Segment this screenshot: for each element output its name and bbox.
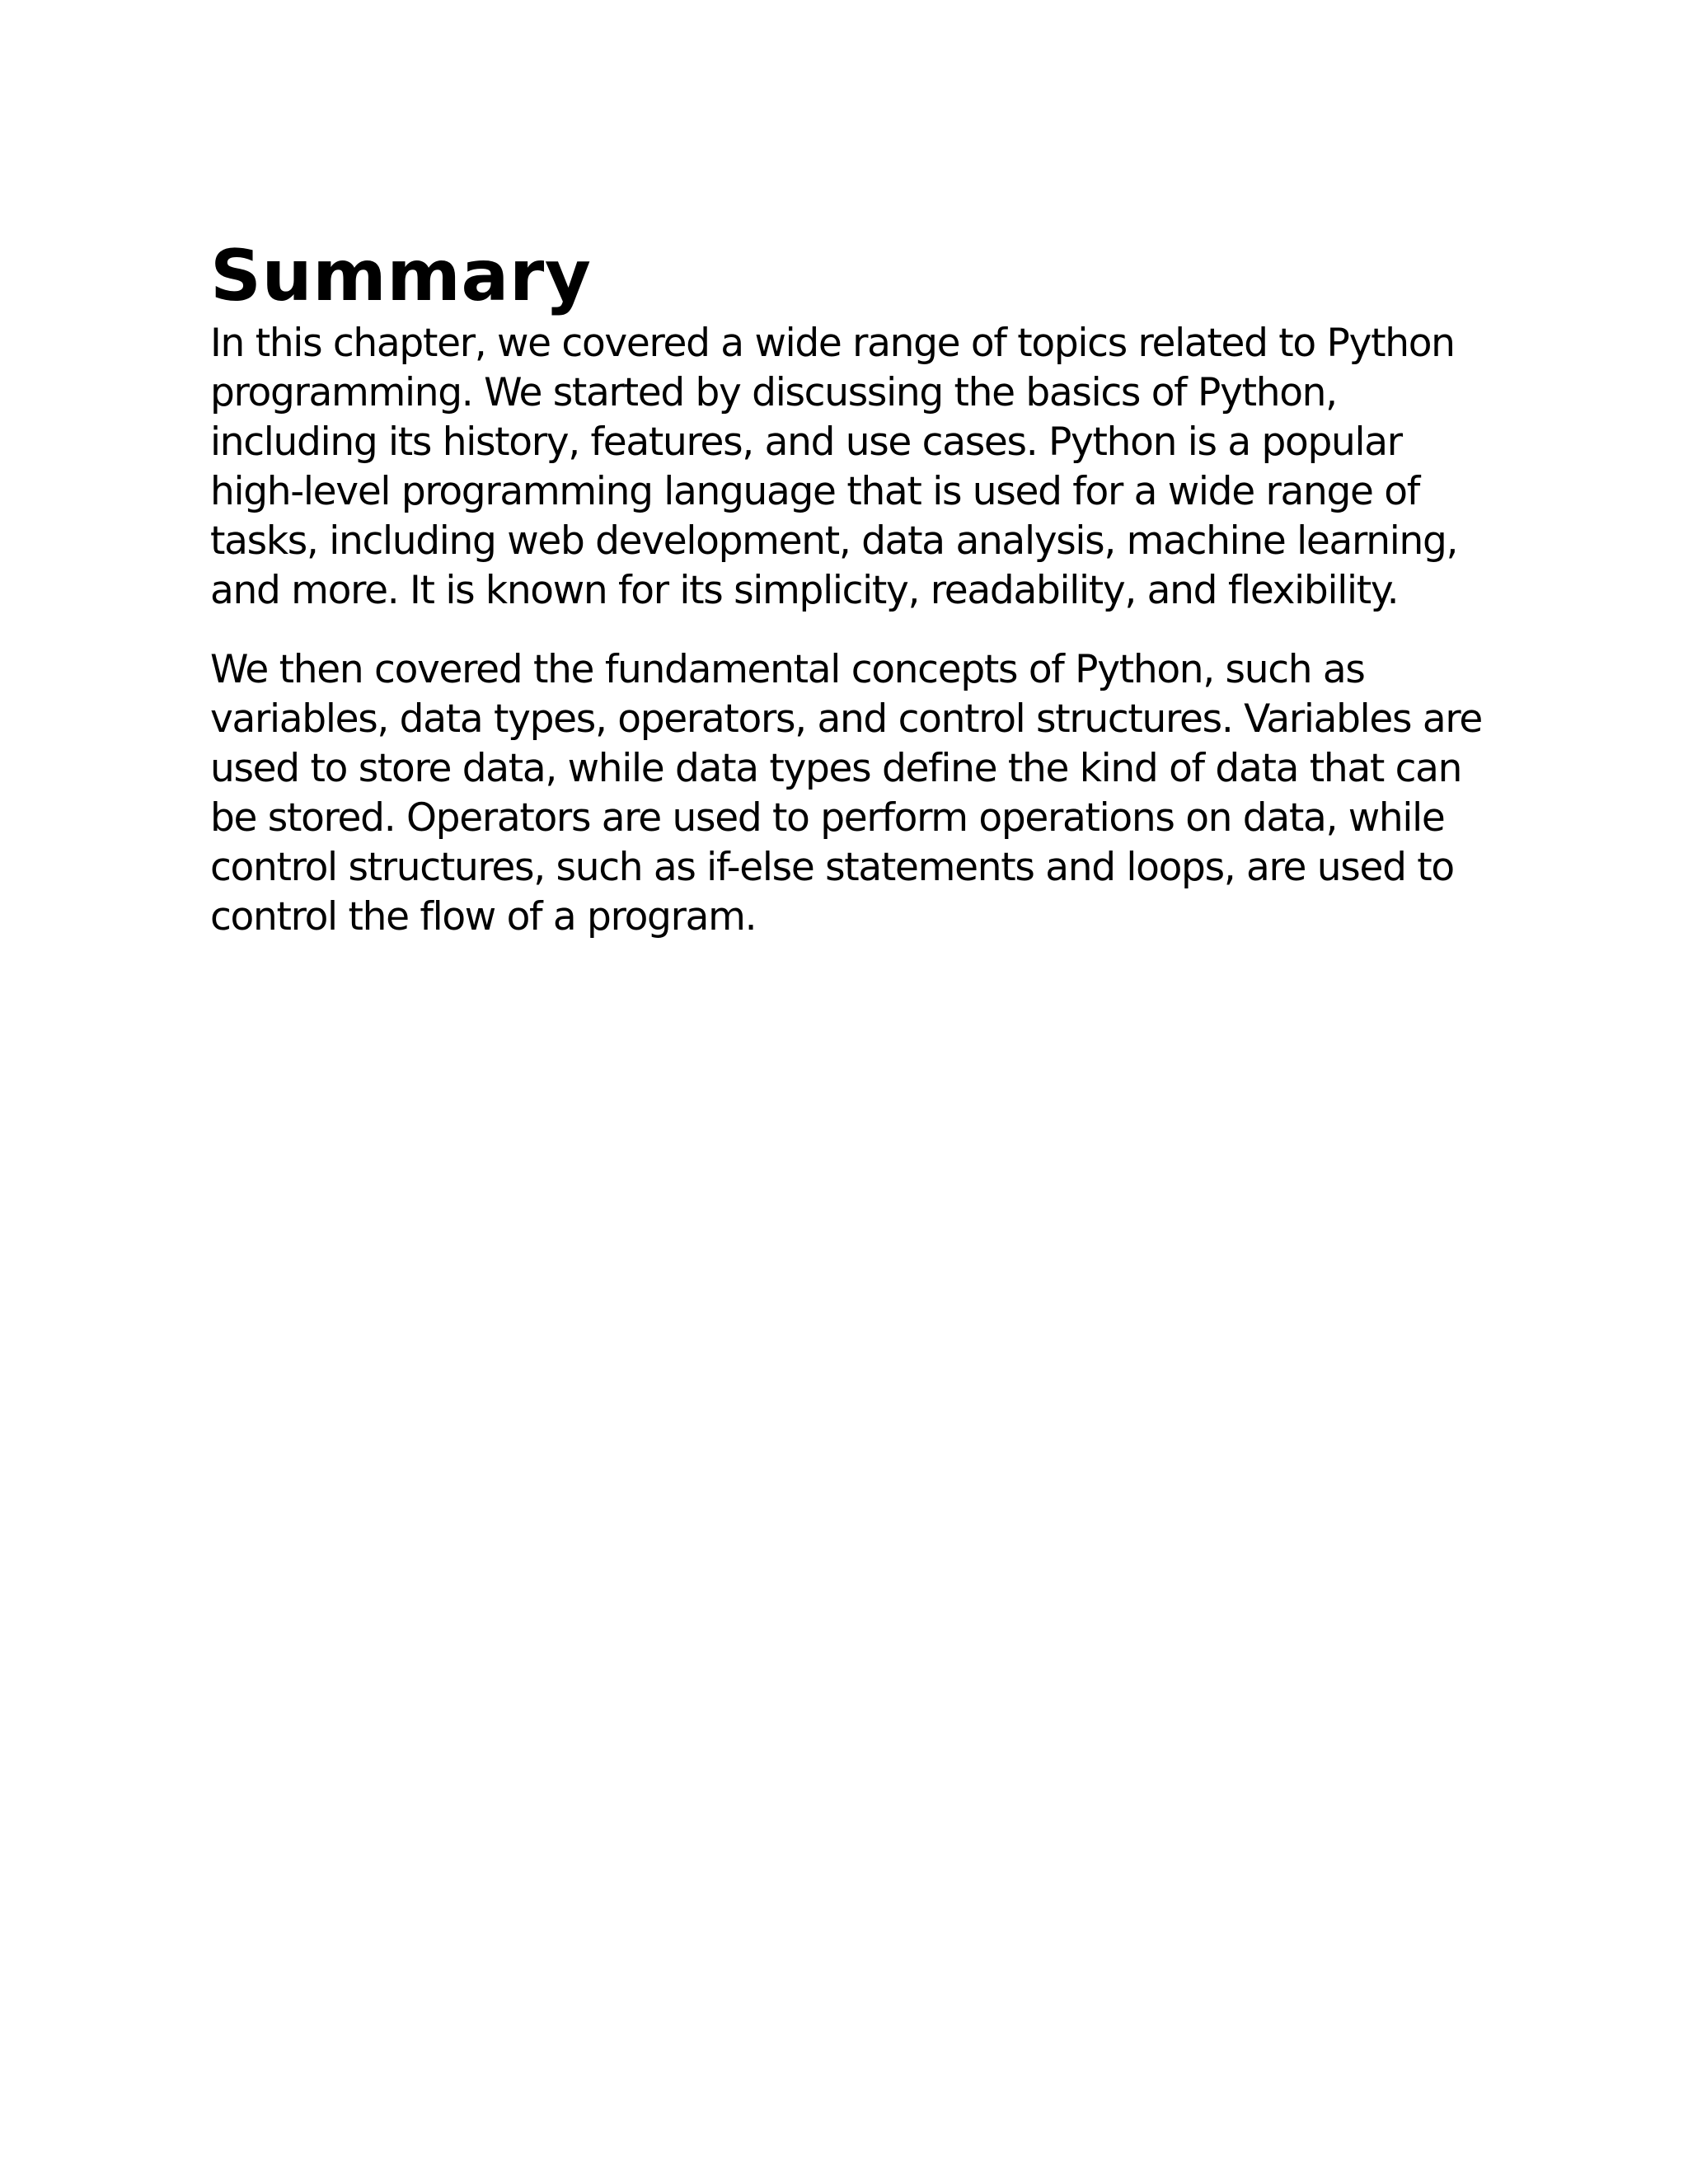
paragraph-line: programming. We started by discussing the basics of Python, bbox=[210, 370, 1337, 415]
page-content bbox=[210, 233, 1496, 942]
paragraph-line: variables, data types, operators, and control structures. Variables are bbox=[210, 696, 1482, 742]
paragraph-line: high-level programming language that is used for a wide range of bbox=[210, 469, 1419, 514]
summary-paragraph-1 bbox=[210, 319, 1496, 616]
paragraph-line: tasks, including web development, data analysis, machine learning, bbox=[210, 518, 1458, 564]
paragraph-line: be stored. Operators are used to perform operations on data, while bbox=[210, 795, 1445, 841]
paragraph-line: We then covered the fundamental concepts of Python, such as bbox=[210, 647, 1365, 692]
paragraph-line: used to store data, while data types define the kind of data that can bbox=[210, 746, 1462, 791]
paragraph-line: control the flow of a program. bbox=[210, 894, 757, 940]
summary-paragraph-2 bbox=[210, 645, 1496, 942]
paragraph-line: control structures, such as if-else statements and loops, are used to bbox=[210, 845, 1454, 890]
page-title: Summary bbox=[210, 235, 592, 317]
paragraph-line: and more. It is known for its simplicity, readability, and flexibility. bbox=[210, 568, 1399, 613]
paragraph-line: In this chapter, we covered a wide range of topics related to Python bbox=[210, 321, 1455, 366]
paragraph-line: including its history, features, and use cases. Python is a popular bbox=[210, 419, 1402, 465]
